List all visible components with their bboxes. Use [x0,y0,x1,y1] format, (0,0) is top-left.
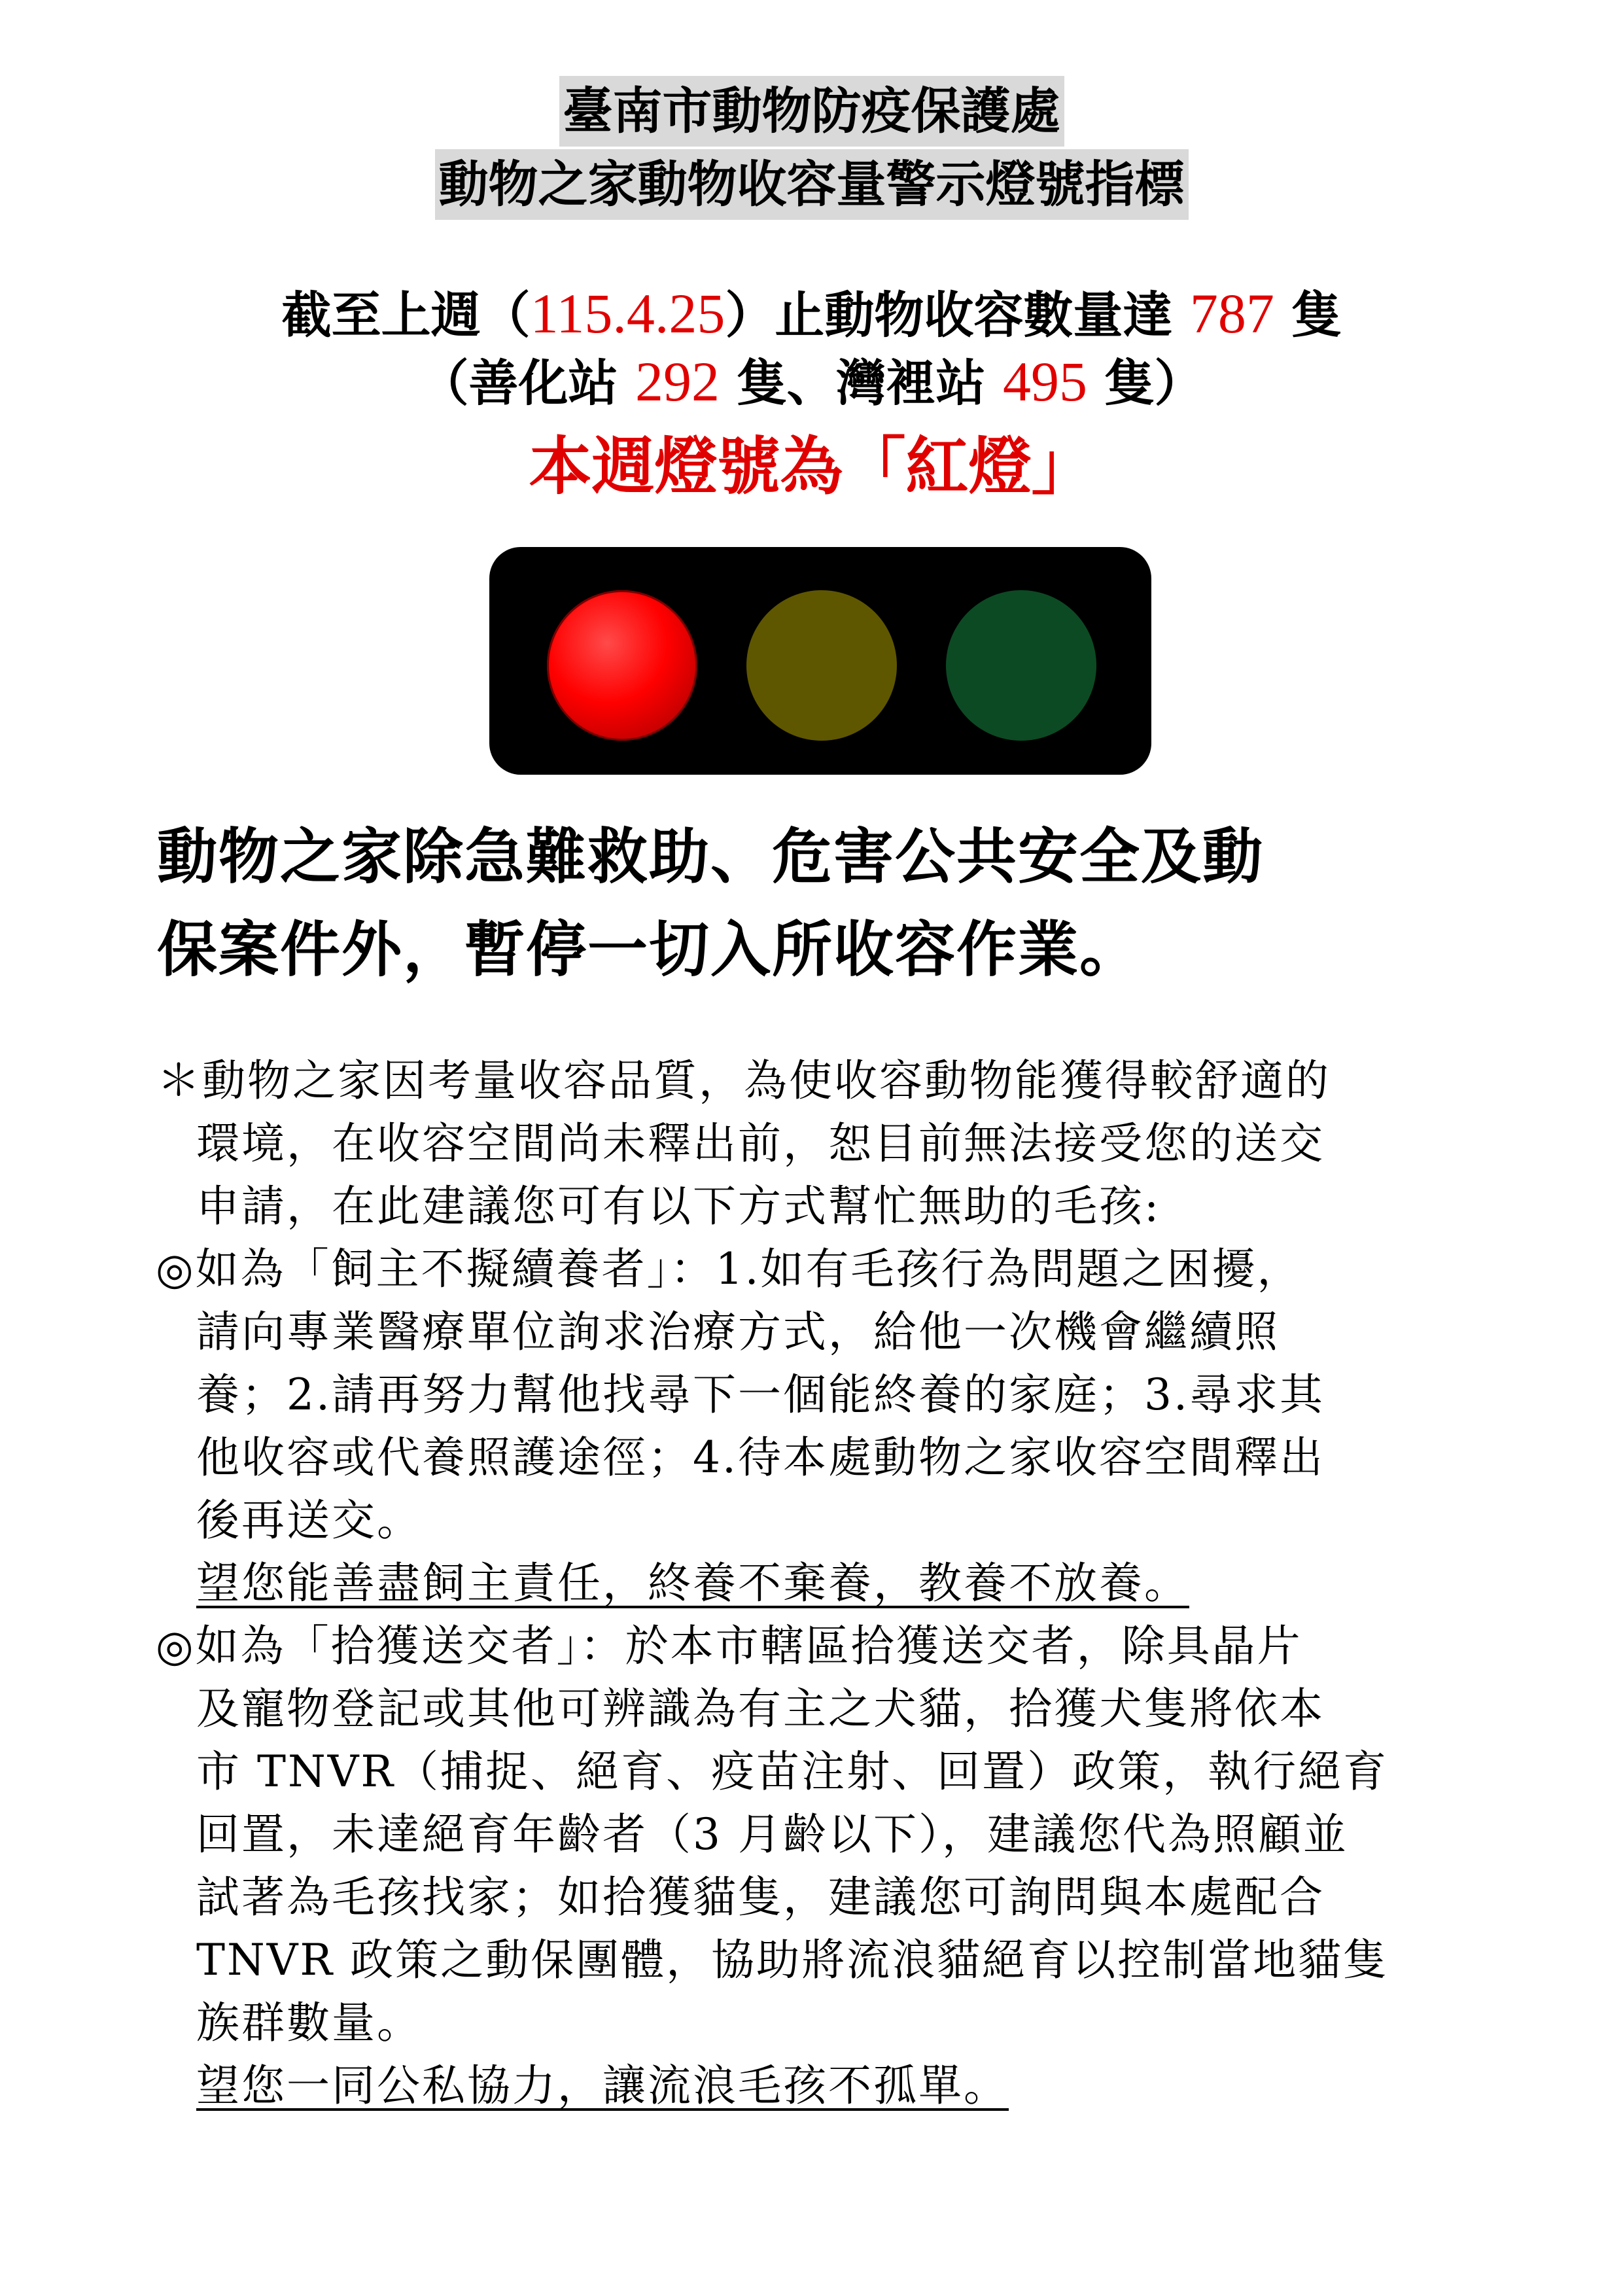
yellow-lamp-icon [746,590,897,741]
total-count: 787 [1189,282,1274,345]
wanli-count: 495 [1002,350,1087,413]
org-name: 臺南市動物防疫保護處 [0,76,1623,147]
body-p1-line: 申請，在此建議您可有以下方式幫忙無助的毛孩: [196,1181,1161,1231]
body-p2-line: 養；2.請再努力幫他找尋下一個能終養的家庭；3.尋求其 [196,1369,1325,1420]
suspension-notice-line-1: 動物之家除急難救助、危害公共安全及動 [157,821,1265,892]
body-p3-line: 回置，未達絕育年齡者（3 月齡以下），建議您代為照顧並 [196,1809,1348,1860]
stray-slogan: 望您一同公私協力，讓流浪毛孩不孤單。 [196,2060,1009,2111]
body-p3-line: 及寵物登記或其他可辨識為有主之犬貓，拾獲犬隻將依本 [196,1684,1325,1734]
body-p2-line: 他收容或代養照護途徑；4.待本處動物之家收容空間釋出 [196,1432,1325,1483]
body-p3-line: TNVR 政策之動保團體，協助將流浪貓絕育以控制當地貓隻 [196,1935,1389,1985]
stats-line-2: （善化站 292 隻、灣裡站 495 隻） [419,350,1204,413]
red-lamp-icon [547,590,697,741]
owner-slogan: 望您能善盡飼主責任，終養不棄養，教養不放養。 [196,1558,1189,1608]
body-p3-line: 市 TNVR（捕捉、絕育、疫苗注射、回置）政策，執行絕育 [196,1746,1389,1797]
shanhua-count: 292 [635,350,720,413]
body-p1-line: 環境，在收容空間尚未釋出前，恕目前無法接受您的送交 [196,1118,1325,1169]
body-p3-line: 試著為毛孩找家；如拾獲貓隻，建議您可詢問與本處配合 [196,1872,1325,1922]
report-date: 115.4.25 [530,282,725,345]
green-lamp-icon [946,590,1096,741]
body-p3-line: ◎如為「拾獲送交者」：於本市轄區拾獲送交者，除具晶片 [156,1621,1302,1671]
page-title: 動物之家動物收容量警示燈號指標 [0,149,1623,220]
stats-line-1: 截至上週（115.4.25）止動物收容數量達 787 隻 [281,282,1342,345]
traffic-light [489,547,1151,775]
signal-status-text: 本週燈號為「紅燈」 [529,429,1094,503]
body-p2-line: 請向專業醫療單位詢求治療方式，給他一次機會繼續照 [196,1307,1280,1357]
suspension-notice-line-2: 保案件外，暫停一切入所收容作業。 [157,914,1142,985]
body-p1-line: ＊動物之家因考量收容品質，為使收容動物能獲得較舒適的 [157,1055,1331,1106]
body-p2-line: ◎如為「飼主不擬續養者」：1.如有毛孩行為問題之困擾， [156,1244,1302,1294]
body-p2-line: 後再送交。 [196,1495,422,1545]
body-p3-line: 族群數量。 [196,1998,422,2048]
